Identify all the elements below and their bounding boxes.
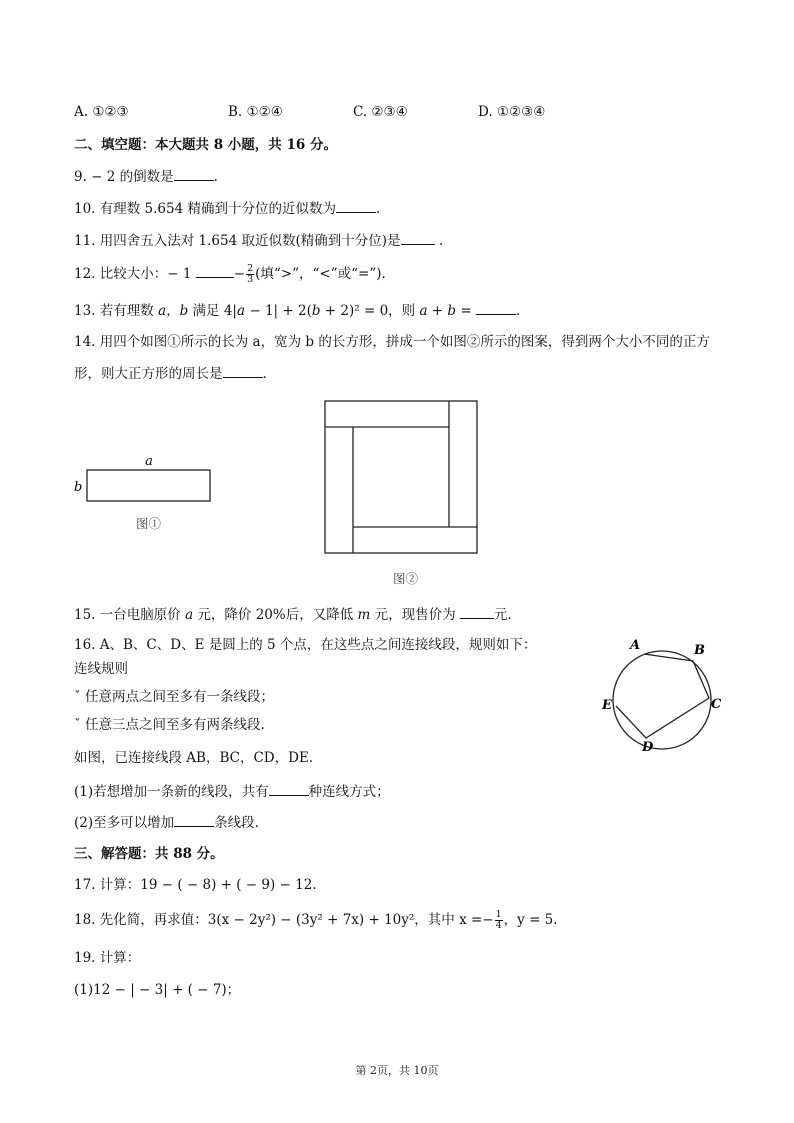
question-16-sub-2-post: 条线段. (214, 815, 259, 831)
label-b: b (74, 480, 83, 495)
question-15-end: 元. (493, 607, 512, 623)
answer-blank (476, 301, 516, 315)
question-19: 19. 计算： (74, 950, 141, 966)
label-a: a (145, 454, 153, 469)
option-b: B. ①②④ (228, 104, 283, 120)
question-13-var-a: a (237, 303, 246, 319)
question-17: 17. 计算：19 − ( − 8) + ( − 9) − 12. (74, 877, 317, 893)
fraction-numerator: 2 (247, 263, 254, 274)
question-16-sub-2-pre: (2)至多可以增加 (74, 815, 175, 831)
option-d: D. ①②③④ (478, 104, 546, 120)
question-14-end: . (262, 366, 267, 382)
question-19-part-1: (1)12 − | − 3| + ( − 7)； (74, 982, 241, 998)
question-14-line-2 (74, 364, 267, 383)
section-heading-solutions: 三、解答题：共 88 分。 (74, 846, 224, 862)
outer-square (325, 401, 477, 553)
fraction-one-quarter (495, 910, 503, 931)
question-18-pre: 18. 先化简，再求值：3(x − 2y²) − (3y² + 7x) + 10y²，其中 x =− (74, 912, 494, 928)
answer-blank (269, 782, 309, 796)
question-16-line-1: 16. A、B、C、D、E 是圆上的 5 个点，在这些点之间连接线段，规则如下： (74, 637, 537, 653)
question-16-sub-1-pre: (1)若想增加一条新的线段，共有 (74, 784, 269, 800)
fraction-two-thirds (246, 264, 254, 285)
question-16-sub-2 (74, 813, 259, 832)
question-18 (74, 910, 558, 931)
answer-blank (223, 364, 263, 378)
answer-blank (401, 231, 435, 245)
point-a-label: A (630, 638, 641, 653)
question-16-rule-1: ˇ 任意两点之间至多有一条线段； (74, 689, 275, 705)
question-10-text: 10. 有理数 5.654 精确到十分位的近似数为 (74, 201, 336, 217)
page-footer: 第 2页，共 10页 (355, 1064, 439, 1077)
question-13-mid: 满足 4| (188, 303, 237, 319)
question-12-post: (填“>”，“<”或“=”). (255, 266, 386, 282)
point-c-label: C (711, 697, 722, 712)
question-13-m1: − 1| + 2( (245, 303, 312, 319)
connected-segments (616, 654, 709, 738)
figure-1-rectangle (68, 450, 218, 510)
circle-shape (613, 651, 711, 749)
answer-blank (460, 605, 494, 619)
option-a: A. ①②③ (74, 104, 129, 120)
question-10 (74, 199, 380, 218)
answer-blank (174, 813, 214, 827)
answer-blank (336, 199, 376, 213)
question-14-text: 形，则大正方形的周长是 (74, 366, 223, 382)
question-12-minus: − (233, 266, 246, 282)
point-e-label: E (602, 698, 612, 713)
question-13-pre: 13. 若有理数 (74, 303, 159, 319)
option-c: C. ②③④ (353, 104, 408, 120)
question-10-end: . (376, 201, 381, 217)
question-13-stop: . (515, 303, 521, 319)
figure-2-caption: 图② (393, 571, 419, 586)
point-d-label: D (642, 740, 654, 755)
question-15-pre: 15. 一台电脑原价 (74, 607, 186, 623)
question-13-eq: = (456, 303, 476, 319)
question-11-text: 11. 用四舍五入法对 1.654 取近似数(精确到十分位)是 (74, 233, 401, 249)
question-13-m2: + 2)² = 0，则 (320, 303, 420, 319)
question-12-pre: 12. 比较大小：− 1 (74, 266, 196, 282)
answer-blank (174, 167, 214, 181)
answer-blank (196, 264, 234, 278)
fraction-numerator: 1 (495, 909, 502, 920)
question-11 (74, 231, 443, 250)
section-heading-fill-in: 二、填空题：本大题共 8 小题，共 16 分。 (74, 137, 337, 153)
rectangle-shape (87, 470, 210, 501)
fraction-denominator: 3 (247, 274, 254, 285)
question-18-post: ，y = 5. (503, 912, 558, 928)
figure-1-caption: 图① (136, 516, 162, 531)
question-13-var-b: b (311, 303, 321, 319)
question-15-m2: 元，现售价为 (370, 607, 460, 623)
question-12 (74, 264, 386, 285)
question-13-sum: a + b (419, 303, 457, 319)
question-9-text: 9. − 2 的倒数是 (74, 169, 174, 185)
question-16-sub-1-post: 种连线方式； (308, 784, 390, 800)
question-15 (74, 605, 512, 624)
question-16-line-3: 如图，已连接线段 AB，BC，CD，DE. (74, 750, 314, 766)
fraction-denominator: 4 (495, 920, 502, 931)
question-9-end: . (213, 169, 218, 185)
question-11-end: . (434, 233, 444, 249)
question-14-line-1: 14. 用四个如图①所示的长为 a，宽为 b 的长方形，拼成一个如图②所示的图案，得到两个大小不同的正方 (74, 334, 710, 350)
question-15-var-m: m (357, 607, 371, 623)
question-15-var-a: a (185, 607, 194, 623)
question-16-sub-1 (74, 782, 390, 801)
point-b-label: B (694, 643, 705, 658)
question-13 (74, 301, 520, 320)
figure-2-pinwheel (318, 394, 484, 560)
question-16-rule-2: ˇ 任意三点之间至多有两条线段. (74, 717, 265, 733)
question-16-rules-title: 连线规则 (74, 661, 128, 677)
circle-figure (596, 630, 731, 760)
question-13-vars: a，b (158, 303, 189, 319)
question-15-m1: 元，降价 20%后，又降低 (193, 607, 358, 623)
question-9 (74, 167, 218, 186)
